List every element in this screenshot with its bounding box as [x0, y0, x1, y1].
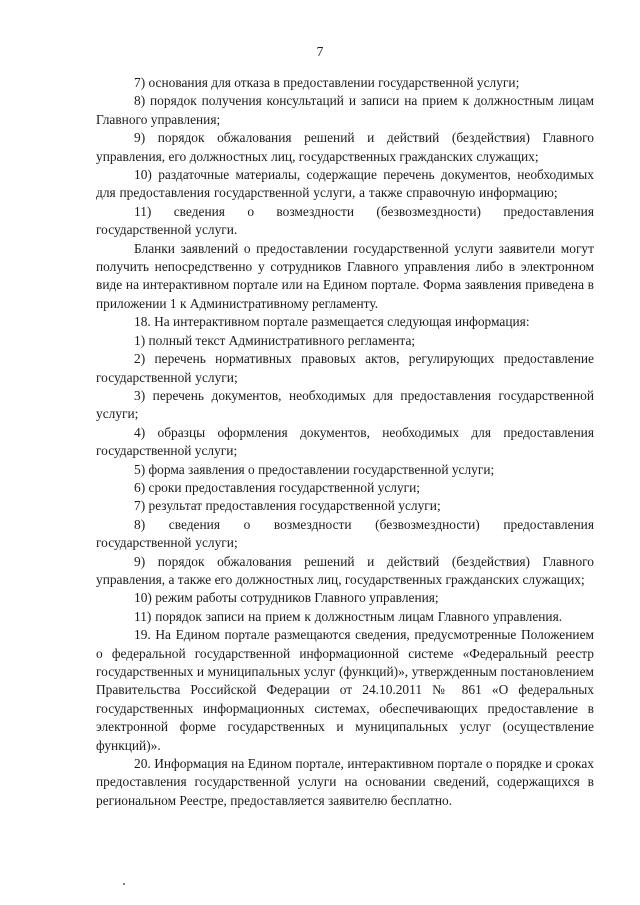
paragraph-item-10-handouts: 10) раздаточные материалы, содержащие перечень документов, необходимых для предоставления государственной услуги, а также справочную информацию; — [96, 167, 594, 201]
paragraph-section-19: 19. На Едином портале размещаются сведения, предусмотренные Положением о федеральной государственной информационной системе «Федеральный реестр государственных и муниципальных услуг (функций)», утвержденным постановлением Правительства Российской Федерации от 24.10.2011 № 861 «О федеральных государственных информационных системах, обеспечивающих предоставление в электронной форме государственных и муниципальных услуг (осуществление функций)». — [96, 627, 594, 753]
scan-speck — [123, 883, 125, 885]
page-number: 7 — [316, 44, 324, 59]
paragraph-portal-item-3: 3) перечень документов, необходимых для предоставления государственной услуги; — [96, 387, 594, 422]
paragraph-portal-item-2: 2) перечень нормативных правовых актов, регулирующих предоставление государственной услуги; — [96, 351, 594, 385]
paragraph-item-7-refusal-grounds: 7) основания для отказа в предоставлении государственной услуги; — [134, 75, 520, 90]
paragraph-section-20: 20. Информация на Едином портале, интерактивном портале о порядке и сроках предоставления государственной услуги на основании сведений, содержащихся в региональном Реестре, предоставляется заявителю бесплатно. — [96, 756, 594, 808]
paragraph-portal-item-4: 4) образцы оформления документов, необходимых для предоставления государственной услуги; — [96, 424, 594, 459]
paragraph-application-forms: Бланки заявлений о предоставлении государственной услуги заявители могут получить непосредственно у сотрудников Главного управления либо в электронном виде на интерактивном портале или на Едином портале. Форма заявления приведена в приложении 1 к Административному регламенту. — [96, 240, 594, 311]
document-body — [96, 74, 594, 810]
paragraph-portal-item-11: 11) порядок записи на прием к должностным лицам Главного управления. — [134, 608, 563, 624]
paragraph-portal-item-1: 1) полный текст Административного регламента; — [134, 332, 416, 348]
paragraph-portal-item-5: 5) форма заявления о предоставлении государственной услуги; — [134, 461, 495, 477]
paragraph-portal-item-9: 9) порядок обжалования решений и действий (бездействия) Главного управления, а также его должностных лиц, государственных гражданских служащих; — [96, 553, 594, 587]
paragraph-item-9-appeal-order: 9) порядок обжалования решений и действий (бездействия) Главного управления, его должностных лиц, государственных гражданских служащих; — [96, 130, 594, 164]
paragraph-portal-item-7: 7) результат предоставления государственной услуги; — [134, 498, 441, 514]
paragraph-item-8-consultation-order: 8) порядок получения консультаций и записи на прием к должностным лицам Главного управления; — [96, 93, 594, 127]
paragraph-portal-item-10: 10) режим работы сотрудников Главного управления; — [134, 590, 439, 606]
paragraph-portal-item-8: 8) сведения о возмездности (безвозмездности) предоставления государственной услуги; — [96, 516, 594, 551]
paragraph-portal-item-6: 6) сроки предоставления государственной услуги; — [134, 479, 421, 495]
paragraph-item-11-fee-info: 11) сведения о возмездности (безвозмездности) предоставления государственной услуги. — [96, 203, 594, 238]
paragraph-section-18-heading: 18. На интерактивном портале размещается следующая информация: — [134, 314, 530, 330]
